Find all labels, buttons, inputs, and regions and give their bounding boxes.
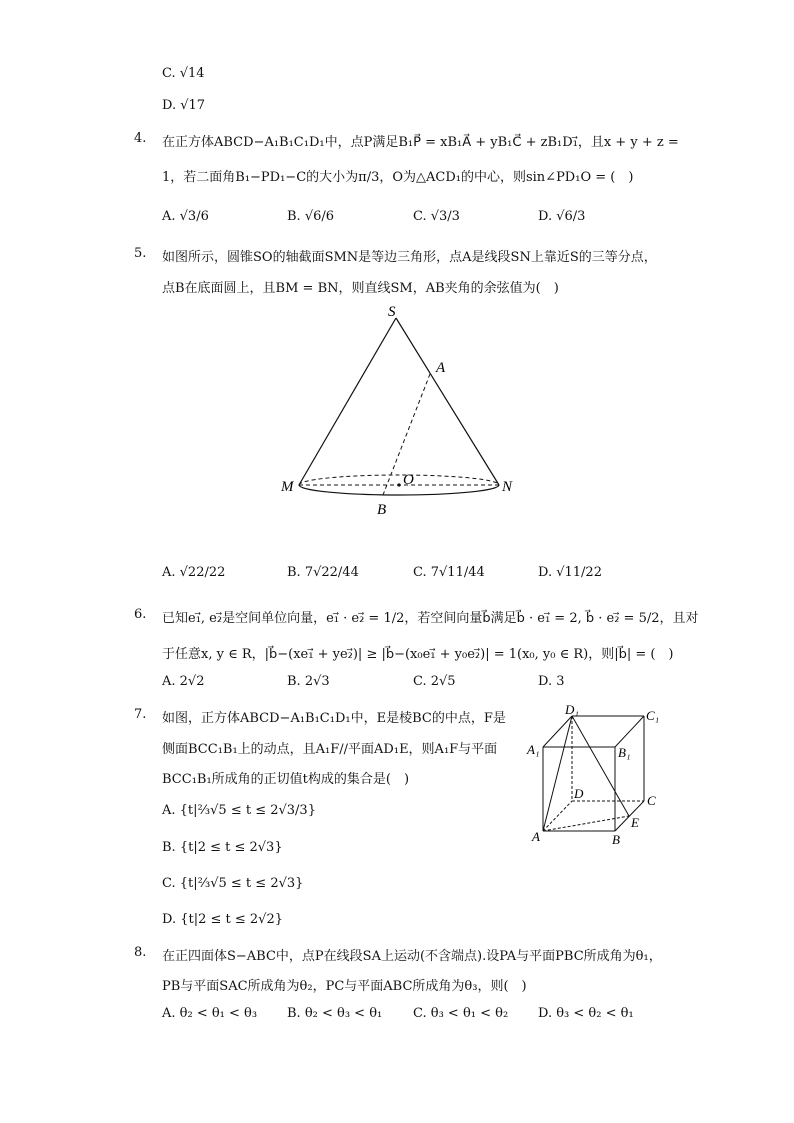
question-4-option-a[interactable]: A. √3/6 bbox=[162, 209, 209, 224]
question-5-option-d[interactable]: D. √11/22 bbox=[538, 565, 602, 580]
label-e: E bbox=[631, 815, 639, 830]
cone-figure bbox=[270, 300, 530, 525]
question-6-option-c[interactable]: C. 2√5 bbox=[413, 674, 456, 689]
label-m: M bbox=[281, 479, 294, 495]
question-7-option-b[interactable]: B. {t|2 ≤ t ≤ 2√3} bbox=[162, 840, 283, 855]
label-b1: B₁ bbox=[618, 745, 631, 760]
question-7-option-c[interactable]: C. {t|⅔√5 ≤ t ≤ 2√3} bbox=[162, 876, 304, 891]
question-5-option-c[interactable]: C. 7√11/44 bbox=[413, 565, 485, 580]
question-4-stem-line2: 1，若二面角B₁−PD₁−C的大小为π/3，O为△ACD₁的中心，则sin∠PD₁O = ( ) bbox=[162, 170, 634, 185]
question-5-option-a[interactable]: A. √22/22 bbox=[162, 565, 226, 580]
question-8-option-c[interactable]: C. θ₃ < θ₁ < θ₂ bbox=[413, 1006, 509, 1021]
question-4-option-c[interactable]: C. √3/3 bbox=[413, 209, 460, 224]
question-7-stem-line1: 如图，正方体ABCD−A₁B₁C₁D₁中，E是棱BC的中点，F是 bbox=[162, 711, 506, 726]
prev-option-d[interactable]: D. √17 bbox=[162, 98, 206, 113]
segment-d1e bbox=[572, 716, 629, 816]
question-4-option-b[interactable]: B. √6/6 bbox=[287, 209, 335, 224]
question-8-option-d[interactable]: D. θ₃ < θ₂ < θ₁ bbox=[538, 1006, 634, 1021]
label-a: A bbox=[436, 360, 446, 376]
label-c: C bbox=[647, 793, 656, 808]
label-b: B bbox=[612, 832, 620, 847]
question-7-option-d[interactable]: D. {t|2 ≤ t ≤ 2√2} bbox=[162, 912, 284, 927]
label-d1: D₁ bbox=[565, 702, 579, 717]
question-6-option-d[interactable]: D. 3 bbox=[538, 674, 565, 689]
question-5-number: 5. bbox=[134, 246, 147, 261]
question-5-stem-line2: 点B在底面圆上，且BM = BN，则直线SM，AB夹角的余弦值为( ) bbox=[162, 281, 559, 296]
question-8-stem-line2: PB与平面SAC所成角为θ₂，PC与平面ABC所成角为θ₃，则( ) bbox=[162, 979, 527, 994]
edge-b1c1 bbox=[615, 716, 644, 747]
question-5-option-b[interactable]: B. 7√22/44 bbox=[287, 565, 359, 580]
question-7-stem-line3: BCC₁B₁所成角的正切值t构成的集合是( ) bbox=[162, 772, 410, 787]
cone-edge-sm bbox=[299, 318, 396, 485]
question-4-option-d[interactable]: D. √6/3 bbox=[538, 209, 586, 224]
label-b: B bbox=[377, 502, 387, 518]
prev-option-c[interactable]: C. √14 bbox=[162, 66, 205, 81]
label-a: A bbox=[532, 829, 540, 844]
label-d: D bbox=[574, 786, 584, 801]
question-8-option-b[interactable]: B. θ₂ < θ₃ < θ₁ bbox=[287, 1006, 383, 1021]
segment-ae bbox=[543, 816, 629, 831]
question-6-stem-line2: 于任意x, y ∈ R，|b⃗−(xe₁⃗ + ye₂⃗)| ≥ |b⃗−(x₀e₁⃗ + y₀e₂⃗)| = 1(x₀, y₀ ∈ R)，则|b⃗| = ( ) bbox=[162, 647, 674, 662]
edge-bc bbox=[615, 801, 644, 831]
cone-edge-sn bbox=[396, 318, 499, 485]
label-s: S bbox=[388, 304, 396, 320]
question-6-stem-line1: 已知e₁⃗, e₂⃗是空间单位向量，e₁⃗ · e₂⃗ = 1/2，若空间向量b⃗满足b⃗ · e₁⃗ = 2, b⃗ · e₂⃗ = 5/2，且对 bbox=[162, 611, 699, 626]
label-c1: C₁ bbox=[646, 708, 660, 723]
question-7-option-a[interactable]: A. {t|⅔√5 ≤ t ≤ 2√3/3} bbox=[162, 803, 316, 818]
question-7-stem-line2: 侧面BCC₁B₁上的动点，且A₁F//平面AD₁E，则A₁F与平面 bbox=[162, 742, 498, 757]
question-7-number: 7. bbox=[134, 707, 147, 722]
question-4-stem-line1: 在正方体ABCD−A₁B₁C₁D₁中，点P满足B₁P⃗ = xB₁A⃗ + yB₁C⃗ + zB₁D₁⃗，且x + y + z = bbox=[162, 135, 679, 150]
label-o: O bbox=[403, 472, 414, 488]
question-6-option-b[interactable]: B. 2√3 bbox=[287, 674, 330, 689]
question-6-number: 6. bbox=[134, 607, 147, 622]
question-8-stem-line1: 在正四面体S−ABC中，点P在线段SA上运动(不含端点).设PA与平面PBC所成角为θ₁， bbox=[162, 949, 662, 964]
segment-ad1 bbox=[543, 716, 572, 831]
cube-figure bbox=[525, 702, 670, 847]
question-6-option-a[interactable]: A. 2√2 bbox=[162, 674, 205, 689]
question-4-number: 4. bbox=[134, 131, 147, 146]
center-o-point bbox=[397, 483, 400, 486]
question-5-stem-line1: 如图所示，圆锥SO的轴截面SMN是等边三角形，点A是线段SN上靠近S的三等分点， bbox=[162, 250, 657, 265]
question-8-option-a[interactable]: A. θ₂ < θ₁ < θ₃ bbox=[162, 1006, 258, 1021]
label-a1: A₁ bbox=[527, 742, 540, 757]
label-n: N bbox=[502, 479, 513, 495]
question-8-number: 8. bbox=[134, 945, 147, 960]
